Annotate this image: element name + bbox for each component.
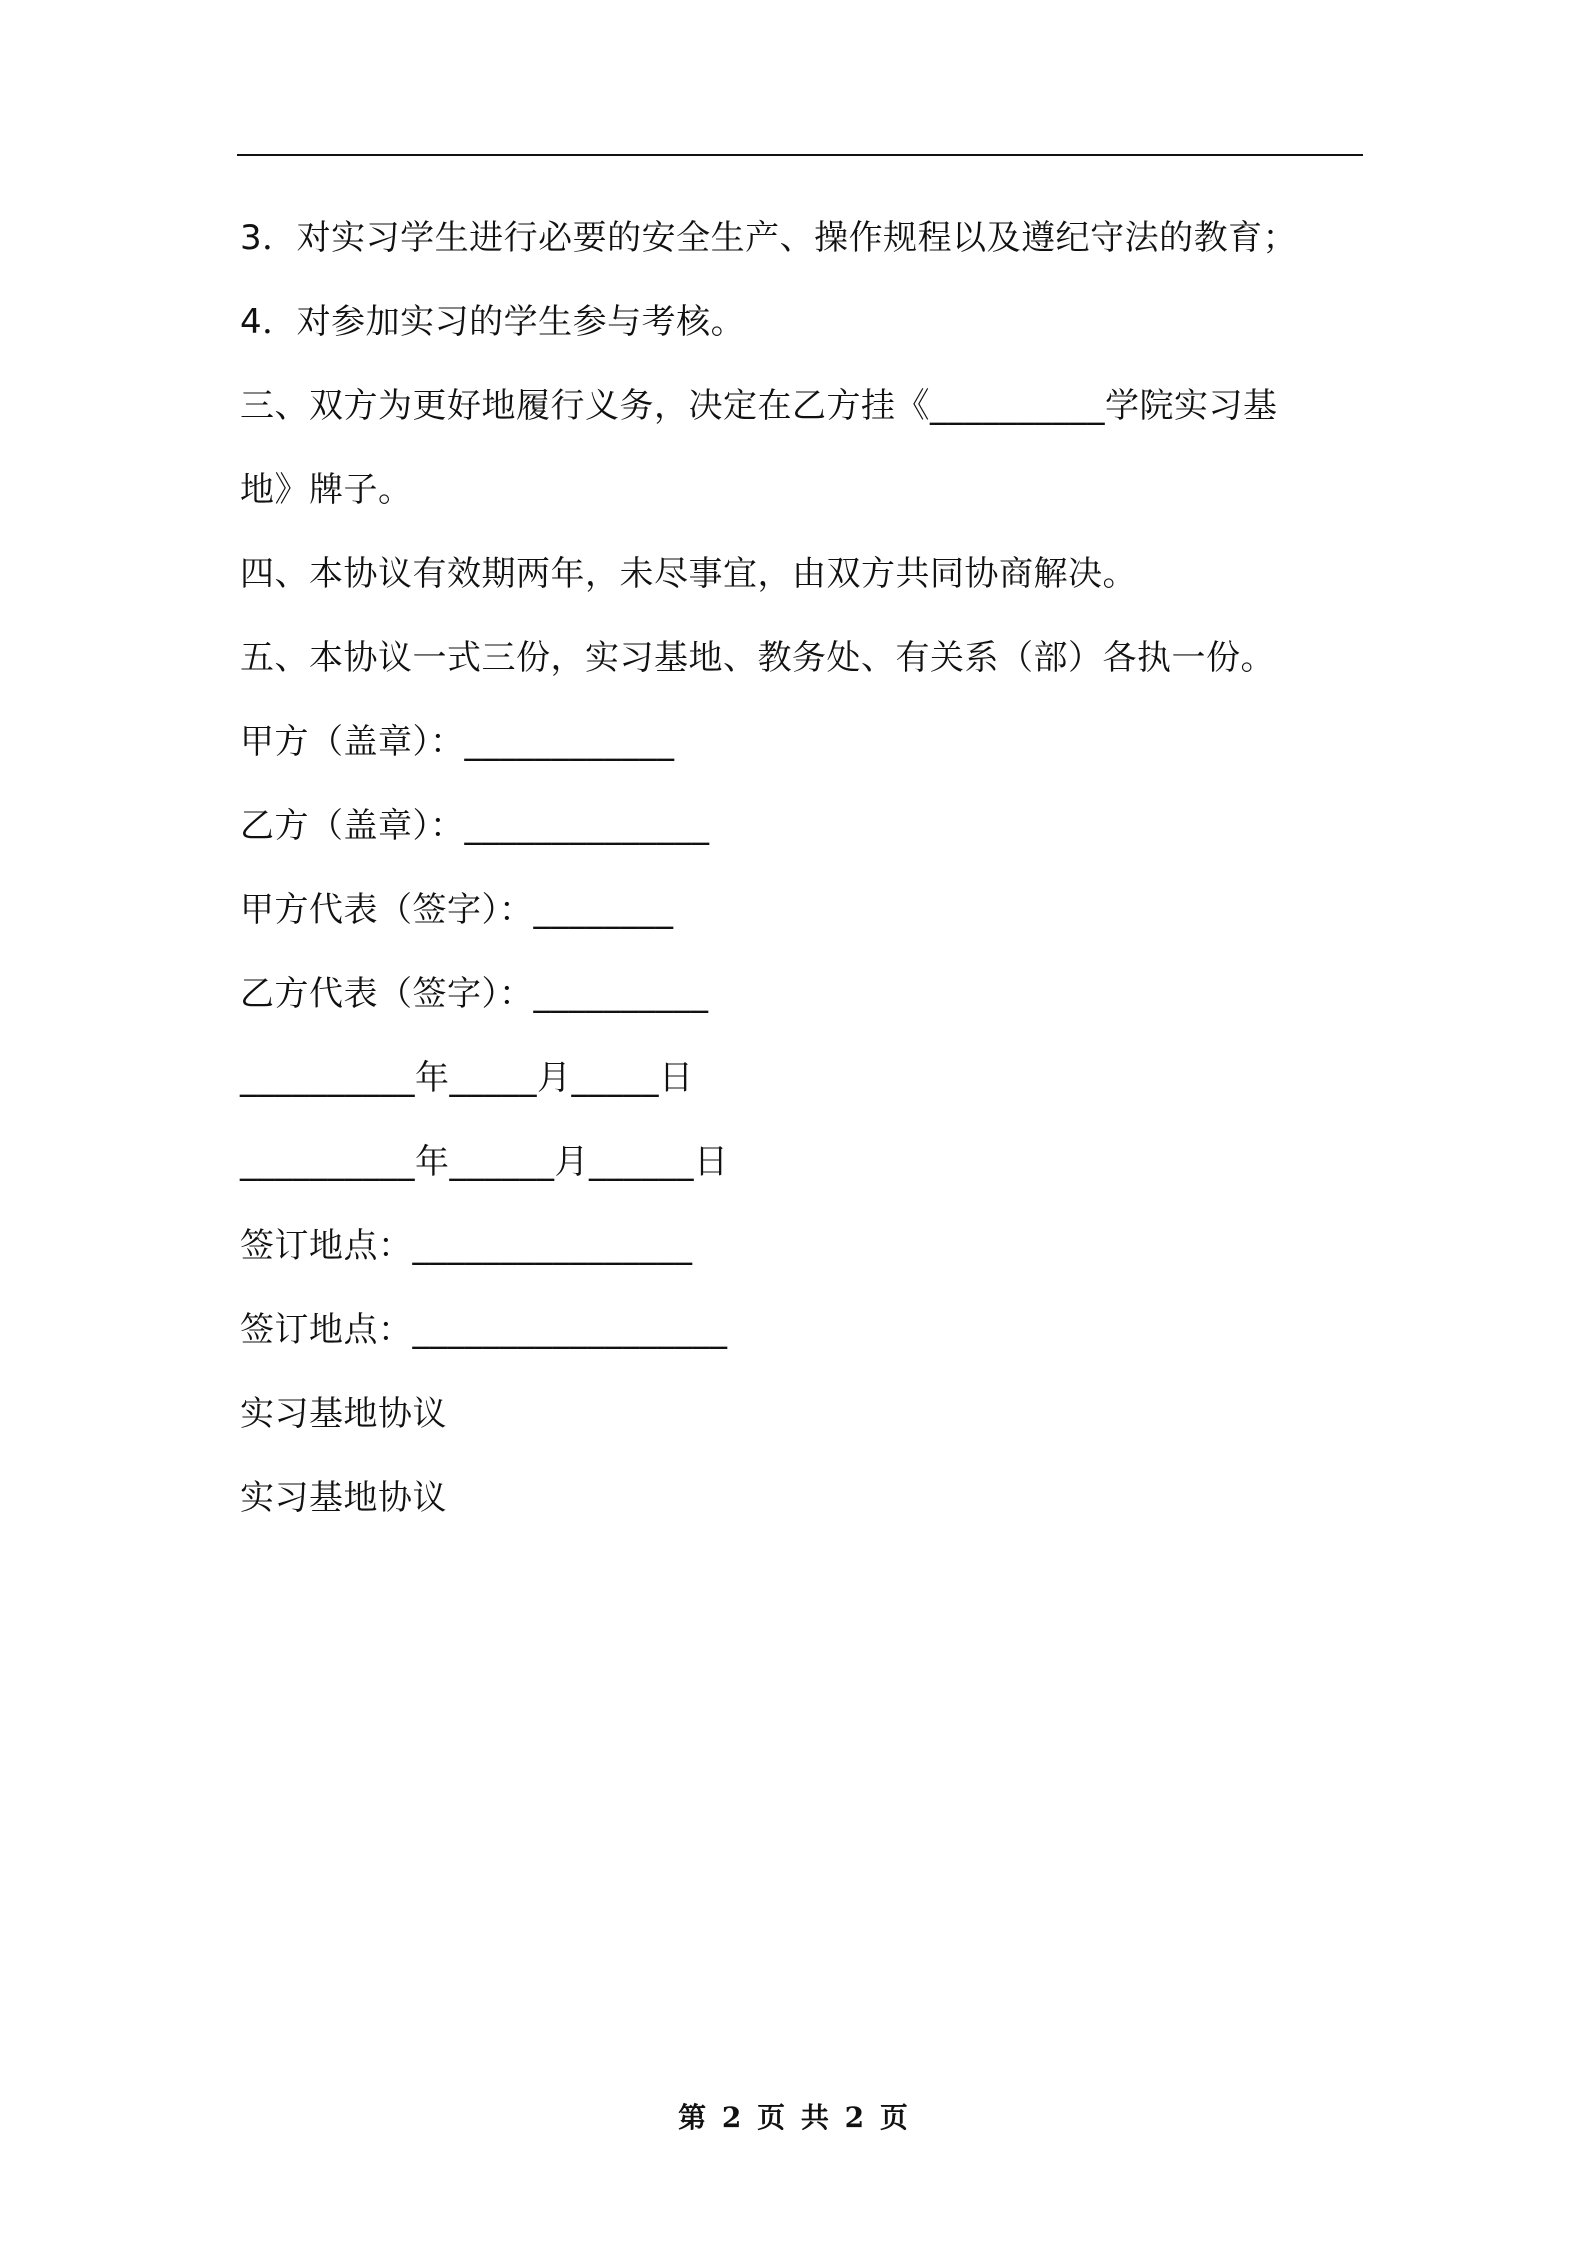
section-5-copies: 五、本协议一式三份，实习基地、教务处、有关系（部）各执一份。 — [240, 638, 1275, 678]
header-divider — [237, 154, 1363, 156]
document-title-repeat-2: 实习基地协议 — [240, 1478, 447, 1518]
page-number: 第 2 页 共 2 页 — [678, 2101, 908, 2134]
party-a-representative-signature: 甲方代表（签字）：________ — [240, 890, 674, 930]
clause-4-assessment: 4．对参加实习的学生参与考核。 — [240, 302, 746, 342]
signing-location-b: 签订地点：__________________ — [240, 1310, 728, 1350]
section-3-plaque-continued: 地》牌子。 — [240, 470, 413, 510]
document-title-repeat-1: 实习基地协议 — [240, 1394, 447, 1434]
document-body — [240, 196, 1380, 1540]
clause-3-safety-education: 3．对实习学生进行必要的安全生产、操作规程以及遵纪守法的教育； — [240, 218, 1298, 258]
party-a-seal: 甲方（盖章）：____________ — [240, 722, 675, 762]
section-3-plaque: 三、双方为更好地履行义务，决定在乙方挂《__________学院实习基 — [240, 386, 1278, 426]
party-b-seal: 乙方（盖章）：______________ — [240, 806, 710, 846]
party-b-representative-signature: 乙方代表（签字）：__________ — [240, 974, 709, 1014]
section-4-validity: 四、本协议有效期两年，未尽事宜，由双方共同协商解决。 — [240, 554, 1137, 594]
date-line-b: __________年______月______日 — [240, 1142, 729, 1182]
signing-location-a: 签订地点：________________ — [240, 1226, 693, 1266]
date-line-a: __________年_____月_____日 — [240, 1058, 694, 1098]
